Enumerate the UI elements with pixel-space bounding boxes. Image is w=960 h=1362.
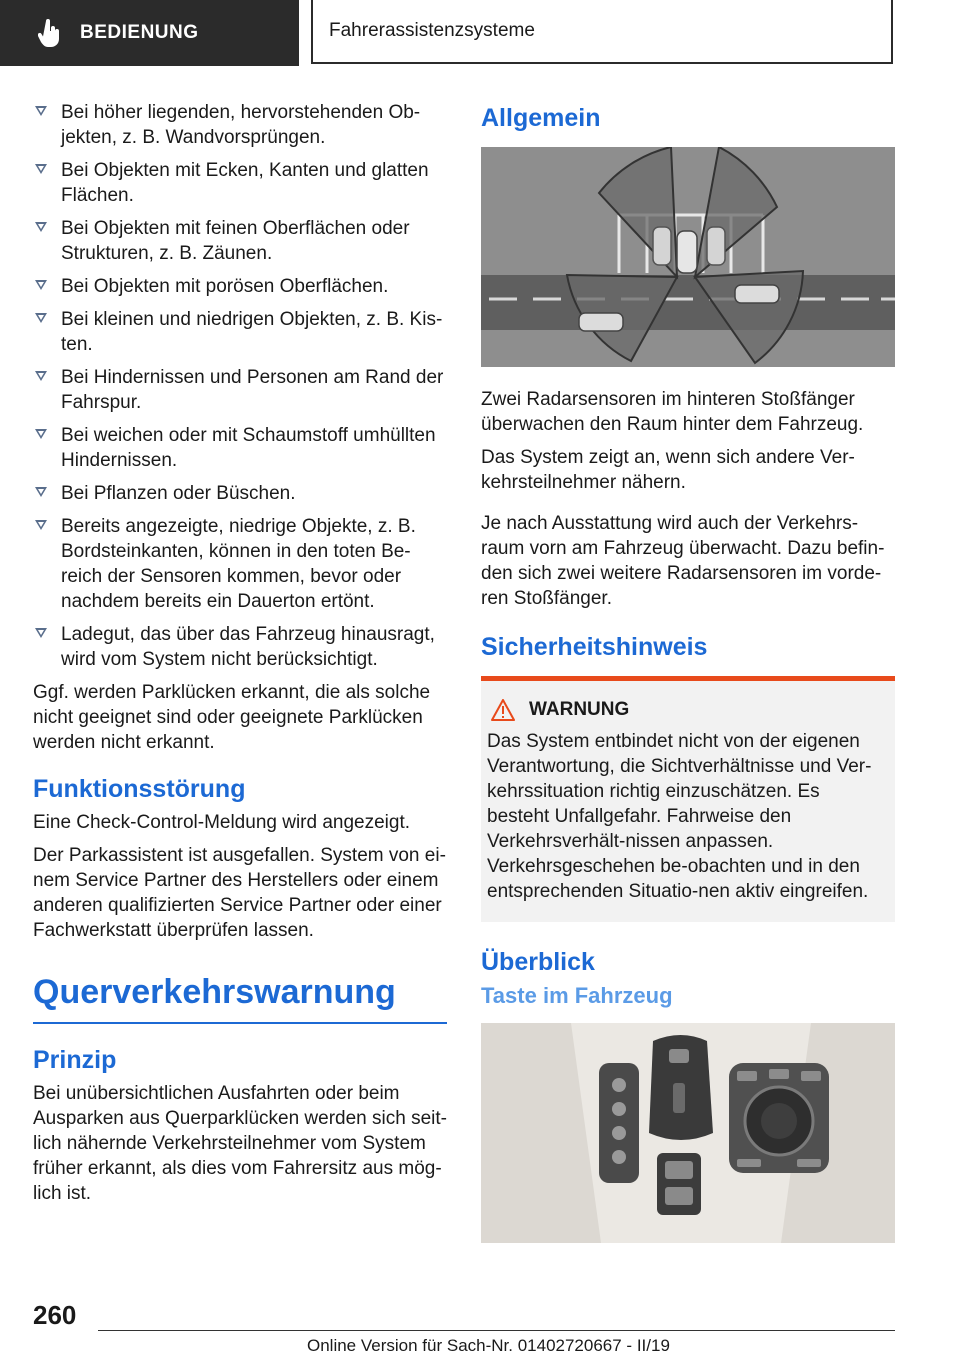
list-item: Bei Hindernissen und Personen am Rand der Fahrspur. [33,365,447,415]
triangle-bullet-icon [35,520,47,530]
left-column [33,100,447,1214]
button-subheading: Taste im Fahrzeug [481,983,673,1008]
list-item: Bei weichen oder mit Schaumstoff umhüllten Hindernissen. [33,423,447,473]
principle-heading: Prinzip [33,1046,117,1074]
list-item: Bereits angezeigte, niedrige Objekte, z. B. Bordsteinkanten, können in den toten Be‐reich der Sensoren kommen, bevor oder nachdem bereits ein Dauerton ertönt. [33,514,447,614]
principle-paragraph: Bei unübersichtlichen Ausfahrten oder beim Ausparken aus Querparklücken werden sich seit‐lich nähernde Verkehrsteilnehmer vom System früher erkannt, als dies vom Fahrersitz aus mög‐lich ist. [33,1083,447,1204]
footer-divider [98,1330,895,1331]
malfunction-heading: Funktionsstörung [33,775,246,803]
malfunction-paragraph: Der Parkassistent ist ausgefallen. System von ei‐nem Service Partner des Herstellers oder einem anderen qualifizierten Service Partner oder einer Fachwerkstatt überprüfen lassen. [33,845,446,941]
malfunction-paragraph: Eine Check-Control-Meldung wird angezeigt. [33,812,411,833]
list-item: Bei höher liegenden, hervorstehenden Ob‐jekten, z. B. Wandvorsprüngen. [33,100,447,150]
triangle-bullet-icon [35,371,47,381]
warning-triangle-icon [491,699,515,721]
page-number: 260 [33,1300,77,1330]
right-column [481,100,895,1243]
parking-note: Ggf. werden Parklücken erkannt, die als solche nicht geeignet sind oder geeignete Parklücken werden nicht erkannt. [33,682,431,753]
triangle-bullet-icon [35,628,47,638]
triangle-bullet-icon [35,487,47,497]
warning-text: Das System entbindet nicht von der eigenen Verantwortung, die Sichtverhältnisse und Ver‐kehrssituation richtig einzuschätzen. Es besteht Unfallgefahr. Fahrweise den Verkehrsverhält‐nissen anpassen. Verkehrsgeschehen be‐obachten und in den entsprechenden Situatio‐nen aktiv eingreifen. [487,731,872,902]
triangle-bullet-icon [35,429,47,439]
list-item: Bei Pflanzen oder Büschen. [33,481,447,506]
triangle-bullet-icon [35,313,47,323]
chapter-tab [311,0,893,64]
general-paragraph: Je nach Ausstattung wird auch der Verkehrs‐raum vorn am Fahrzeug überwacht. Dazu befin‐den sich zwei weitere Radarsensoren im vorde‐ren Stoßfänger. [481,513,885,609]
general-heading: Allgemein [481,104,601,132]
triangle-bullet-icon [35,280,47,290]
list-item: Bei Objekten mit Ecken, Kanten und glatten Flächen. [33,158,447,208]
general-paragraph: Das System zeigt an, wenn sich andere Ver‐kehrsteilnehmer nähern. [481,447,855,493]
main-section-heading: Querverkehrswarnung [33,973,447,1024]
online-version-note: Online Version für Sach-Nr. 01402720667 - II/19 [307,1336,670,1355]
list-item: Bei Objekten mit feinen Oberflächen oder Strukturen, z. B. Zäunen. [33,216,447,266]
triangle-bullet-icon [35,106,47,116]
triangle-bullet-icon [35,164,47,174]
hand-icon [38,19,62,47]
radar-sensor-illustration [481,147,895,367]
safety-heading: Sicherheitshinweis [481,633,708,661]
list-item: Bei Objekten mit porösen Oberflächen. [33,274,447,299]
center-console-photo [481,1023,895,1243]
section-tab [0,0,299,66]
chapter-title: Fahrerassistenzsysteme [329,20,535,41]
list-item: Ladegut, das über das Fahrzeug hinausragt, wird vom System nicht berücksichtigt. [33,622,447,672]
warning-label: WARNUNG [529,699,630,720]
general-paragraph: Zwei Radarsensoren im hinteren Stoßfänger überwachen den Raum hinter dem Fahrzeug. [481,389,864,435]
section-title: BEDIENUNG [80,22,199,43]
overview-heading: Überblick [481,948,595,976]
limitations-list [33,100,447,672]
warning-header [491,699,887,721]
warning-box [481,676,895,922]
triangle-bullet-icon [35,222,47,232]
list-item: Bei kleinen und niedrigen Objekten, z. B. Kis‐ten. [33,307,447,357]
